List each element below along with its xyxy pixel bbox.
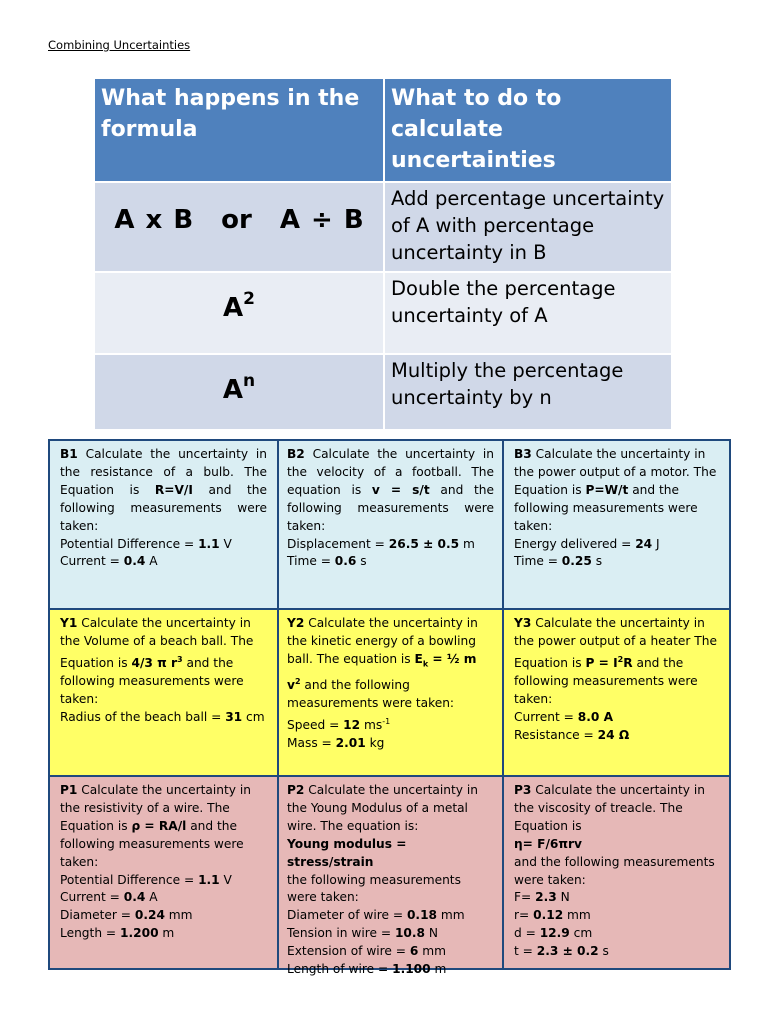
measurement: F= 2.3 N (514, 890, 570, 905)
problem-after: and the following measurements were taken: (514, 854, 715, 887)
problem-after: and the following measurements were taken: (60, 482, 268, 533)
measurement: Diameter = 0.24 mm (60, 908, 193, 923)
problem-y2 (277, 610, 504, 775)
problem-code: Y1 (60, 616, 78, 630)
grid-divider (502, 441, 504, 968)
measurement: Speed = 12 $ms^{-1}$ (287, 717, 391, 733)
problem-code: B3 (514, 447, 532, 461)
formula-multiply: A x B (114, 205, 194, 235)
problem-code: B1 (60, 447, 78, 461)
measurement: Length = 1.200 m (60, 926, 175, 941)
problem-equation: P=W/t (585, 482, 629, 497)
problem-equation: η= F/6πrv (514, 836, 582, 851)
measurement: r= 0.12 mm (514, 908, 591, 923)
problem-equation: $E_k$ = ½ m $v^2$ (287, 651, 477, 693)
measurement: Resistance = 24 Ω (514, 727, 630, 742)
problem-after: and the following measurements were taken: (60, 655, 244, 706)
problem-grid (48, 439, 731, 977)
measurement: Potential Difference = 1.1 V (60, 536, 232, 551)
table-header-row (95, 79, 672, 182)
action-cell: Add percentage uncertainty of A with percentage uncertainty in B (384, 182, 672, 272)
measurement: Diameter of wire = 0.18 mm (287, 908, 465, 923)
problem-p2 (277, 777, 504, 977)
problem-intro: Calculate the uncertainty in the Volume of a beach ball. The Equation is (60, 616, 254, 670)
problem-equation: ρ = RA/l (131, 818, 187, 833)
problem-after: the following measurements were taken: (287, 872, 461, 905)
problem-equation: Young modulus = stress/strain (287, 836, 407, 869)
problem-equation: v = s/t (371, 482, 430, 497)
grid-divider (50, 775, 729, 777)
header-action: What to do to calculate uncertainties (384, 79, 672, 182)
table-row (95, 272, 672, 354)
measurement: Time = 0.25 s (514, 554, 603, 569)
formula-divide: A ÷ B (279, 205, 364, 235)
problem-intro: Calculate the uncertainty in the kinetic energy of a bowling ball. The equation is (287, 616, 478, 666)
problem-intro: Calculate the uncertainty in the power output of a heater The Equation is (514, 616, 717, 670)
measurement: Potential Difference = 1.1 V (60, 872, 232, 887)
measurement: Length of wire = 1.100 m (287, 962, 447, 977)
problem-y3 (504, 610, 729, 775)
problem-after: and the following measurements were taken: (514, 655, 698, 706)
problem-b2 (277, 441, 504, 608)
formula-exponent: n (243, 371, 256, 391)
problem-y1 (50, 610, 277, 775)
formula-base: A (223, 293, 244, 323)
measurement: Tension in wire = 10.8 N (287, 926, 439, 941)
problem-code: P2 (287, 783, 305, 797)
problem-equation: R=V/I (154, 482, 193, 497)
problem-b3 (504, 441, 729, 608)
problem-intro: Calculate the uncertainty in the Young Modulus of a metal wire. The equation is: (287, 783, 478, 833)
problem-after: and the following measurements were taken: (287, 482, 494, 533)
measurement: t = 2.3 ± 0.2 s (514, 944, 609, 959)
problem-equation: 4/3 π $r^3$ (131, 654, 183, 670)
measurement: Time = 0.6 s (287, 554, 367, 569)
problem-code: B2 (287, 447, 305, 461)
grid-divider (277, 441, 279, 968)
problem-intro: Calculate the uncertainty in the resistivity of a wire. The Equation is (60, 783, 251, 833)
problem-code: Y3 (514, 616, 532, 630)
table-row (95, 354, 672, 430)
problem-after: and the following measurements were taken: (60, 818, 244, 869)
problem-code: P1 (60, 783, 78, 797)
action-cell: Double the percentage uncertainty of A (384, 272, 672, 354)
problem-after: and the following measurements were taken: (287, 678, 455, 711)
measurement: Current = 0.4 A (60, 890, 158, 905)
problem-b1 (50, 441, 277, 608)
header-formula: What happens in the formula (95, 79, 384, 182)
problem-p1 (50, 777, 277, 968)
formula-cell (95, 354, 384, 430)
measurement: Energy delivered = 24 J (514, 536, 660, 551)
measurement: d = 12.9 cm (514, 926, 593, 941)
formula-cell (95, 272, 384, 354)
action-cell: Multiply the percentage uncertainty by n (384, 354, 672, 430)
measurement: Current = 0.4 A (60, 554, 158, 569)
problem-intro: Calculate the uncertainty in the resistance of a bulb. The Equation is (60, 447, 267, 497)
uncertainty-rules-table (95, 79, 673, 431)
formula-base: A (222, 375, 243, 405)
problem-after: and the following measurements were taken: (514, 482, 698, 533)
measurement: Mass = 2.01 kg (287, 736, 385, 750)
document-title: Combining Uncertainties (48, 38, 191, 52)
problem-intro: Calculate the uncertainty in the power output of a motor. The Equation is (514, 447, 717, 497)
problem-code: Y2 (287, 616, 305, 630)
problem-intro: Calculate the uncertainty in the viscosity of treacle. The Equation is (514, 783, 705, 833)
problem-p3 (504, 777, 729, 968)
measurement: Extension of wire = 6 mm (287, 944, 446, 959)
formula-exponent: 2 (243, 289, 255, 309)
problem-equation: $P = I^2R$ (585, 654, 633, 670)
measurement: Radius of the beach ball = 31 cm (60, 709, 265, 724)
measurement: Current = 8.0 A (514, 709, 613, 724)
problem-code: P3 (514, 783, 532, 797)
measurement: Displacement = 26.5 ± 0.5 m (287, 536, 475, 551)
table-row (95, 182, 672, 272)
formula-or: or (221, 205, 252, 235)
formula-cell (95, 182, 384, 272)
problem-intro: Calculate the uncertainty in the velocity of a football. The equation is (287, 447, 494, 497)
grid-divider (50, 608, 729, 610)
